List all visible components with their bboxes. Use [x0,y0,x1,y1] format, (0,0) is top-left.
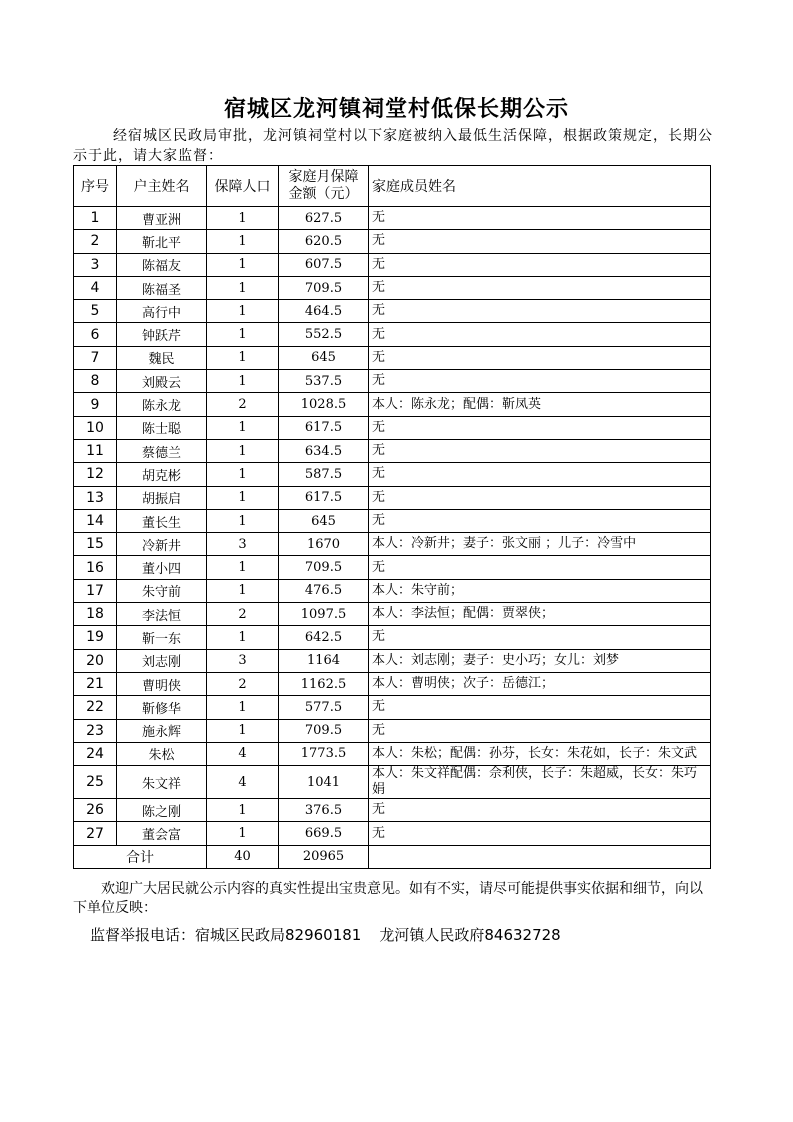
row-head-name: 陈福圣 [117,276,207,299]
table-row [74,207,711,230]
table-row [74,649,711,672]
row-seq: 24 [74,742,117,765]
row-seq: 14 [74,509,117,532]
row-members: 无 [369,822,711,845]
table-row [74,463,711,486]
row-amount: 552.5 [279,323,369,346]
row-people: 1 [207,822,279,845]
row-members: 本人：曹明侠；次子：岳德江； [369,672,711,695]
row-head-name: 陈之刚 [117,799,207,822]
row-people: 1 [207,346,279,369]
row-amount: 645 [279,346,369,369]
row-members: 无 [369,509,711,532]
row-amount: 1670 [279,533,369,556]
document-title: 宿城区龙河镇祠堂村低保长期公示 [223,96,569,122]
header-members: 家庭成员姓名 [369,166,711,207]
row-people: 3 [207,649,279,672]
contact-phone-1: 监督举报电话：宿城区民政局82960181 [90,926,362,944]
row-members: 无 [369,556,711,579]
table-row [74,276,711,299]
row-amount: 1164 [279,649,369,672]
table-row [74,579,711,602]
row-head-name: 陈士聪 [117,416,207,439]
intro-text: 经宿城区民政局审批，龙河镇祠堂村以下家庭被纳入最低生活保障，根据政策规定，长期公示于此，请大家监督： [73,128,713,164]
row-seq: 26 [74,799,117,822]
row-seq: 18 [74,603,117,626]
row-amount: 1097.5 [279,603,369,626]
table-row [74,556,711,579]
row-members: 无 [369,230,711,253]
table-row [74,533,711,556]
header-amount-text: 家庭月保障金额（元） [288,169,359,202]
row-head-name: 董小四 [117,556,207,579]
header-seq: 序号 [74,166,117,207]
row-head-name: 胡振启 [117,486,207,509]
row-members: 无 [369,276,711,299]
total-row [74,845,711,868]
row-amount: 1028.5 [279,393,369,416]
row-people: 1 [207,276,279,299]
row-seq: 21 [74,672,117,695]
row-people: 1 [207,696,279,719]
row-amount: 617.5 [279,486,369,509]
row-members: 无 [369,207,711,230]
assistance-table [73,165,711,869]
row-people: 1 [207,416,279,439]
row-amount: 709.5 [279,276,369,299]
table-row [74,509,711,532]
row-people: 1 [207,370,279,393]
intro-paragraph [73,126,713,166]
row-people: 2 [207,603,279,626]
footer-text: 欢迎广大居民就公示内容的真实性提出宝贵意见。如有不实，请尽可能提供事实依据和细节，向以下单位反映： [73,881,703,916]
row-seq: 22 [74,696,117,719]
row-seq: 16 [74,556,117,579]
row-members: 无 [369,626,711,649]
table-row [74,370,711,393]
row-people: 1 [207,253,279,276]
row-amount: 642.5 [279,626,369,649]
row-head-name: 钟跃芹 [117,323,207,346]
row-seq: 11 [74,439,117,462]
row-amount: 645 [279,509,369,532]
row-seq: 1 [74,207,117,230]
row-seq: 10 [74,416,117,439]
row-head-name: 曹亚洲 [117,207,207,230]
footer-paragraph [73,880,713,918]
row-seq: 17 [74,579,117,602]
row-head-name: 刘殿云 [117,370,207,393]
row-head-name: 刘志刚 [117,649,207,672]
row-head-name: 曹明侠 [117,672,207,695]
table-row [74,416,711,439]
table-header-row [74,166,711,207]
row-seq: 15 [74,533,117,556]
row-people: 1 [207,719,279,742]
row-people: 1 [207,626,279,649]
total-label: 合计 [74,845,207,868]
row-people: 1 [207,509,279,532]
row-head-name: 靳修华 [117,696,207,719]
header-head-name: 户主姓名 [117,166,207,207]
table-row [74,323,711,346]
row-members: 无 [369,346,711,369]
row-amount: 634.5 [279,439,369,462]
row-members: 无 [369,323,711,346]
row-amount: 376.5 [279,799,369,822]
row-people: 4 [207,742,279,765]
table-row [74,696,711,719]
row-people: 1 [207,207,279,230]
row-people: 1 [207,556,279,579]
row-members: 无 [369,696,711,719]
row-amount: 620.5 [279,230,369,253]
row-seq: 4 [74,276,117,299]
row-amount: 709.5 [279,719,369,742]
row-seq: 8 [74,370,117,393]
table-row [74,719,711,742]
row-amount: 709.5 [279,556,369,579]
row-people: 2 [207,393,279,416]
row-amount: 1773.5 [279,742,369,765]
table-row [74,253,711,276]
table-row [74,766,711,799]
table-row [74,742,711,765]
total-members [369,845,711,868]
row-amount: 587.5 [279,463,369,486]
table-row [74,300,711,323]
row-amount: 476.5 [279,579,369,602]
row-amount: 1162.5 [279,672,369,695]
row-head-name: 靳北平 [117,230,207,253]
row-members: 无 [369,486,711,509]
row-seq: 19 [74,626,117,649]
row-people: 2 [207,672,279,695]
row-people: 1 [207,579,279,602]
row-members: 本人：陈永龙；配偶：靳凤英 [369,393,711,416]
row-head-name: 朱守前 [117,579,207,602]
row-members: 无 [369,300,711,323]
contact-phone-2: 龙河镇人民政府84632728 [379,926,561,944]
table-row [74,822,711,845]
row-members: 本人：朱文祥配偶：佘利侠，长子：朱超威，长女：朱巧娟 [369,766,711,799]
contact-line [90,924,561,945]
row-seq: 13 [74,486,117,509]
row-seq: 27 [74,822,117,845]
row-head-name: 董会富 [117,822,207,845]
row-members: 无 [369,463,711,486]
row-members: 本人：朱松；配偶：孙芬，长女：朱花如，长子：朱文武 [369,742,711,765]
row-seq: 3 [74,253,117,276]
row-head-name: 李法恒 [117,603,207,626]
row-members: 无 [369,799,711,822]
total-people: 40 [207,845,279,868]
header-people: 保障人口 [207,166,279,207]
row-people: 1 [207,486,279,509]
row-head-name: 蔡德兰 [117,439,207,462]
row-people: 1 [207,439,279,462]
row-members: 本人：李法恒；配偶：贾翠侠； [369,603,711,626]
row-head-name: 魏民 [117,346,207,369]
row-people: 3 [207,533,279,556]
row-seq: 5 [74,300,117,323]
table-row [74,799,711,822]
header-amount [279,166,369,207]
row-members: 无 [369,719,711,742]
row-members: 本人：朱守前； [369,579,711,602]
table-row [74,393,711,416]
row-members: 无 [369,370,711,393]
row-people: 4 [207,766,279,799]
row-seq: 25 [74,766,117,799]
table-row [74,230,711,253]
row-seq: 12 [74,463,117,486]
row-seq: 6 [74,323,117,346]
row-seq: 9 [74,393,117,416]
total-amount: 20965 [279,845,369,868]
row-amount: 607.5 [279,253,369,276]
row-head-name: 董长生 [117,509,207,532]
row-amount: 464.5 [279,300,369,323]
row-people: 1 [207,230,279,253]
row-people: 1 [207,323,279,346]
table-row [74,603,711,626]
row-seq: 7 [74,346,117,369]
row-seq: 23 [74,719,117,742]
row-head-name: 胡克彬 [117,463,207,486]
table-row [74,346,711,369]
table-row [74,672,711,695]
table-row [74,439,711,462]
row-members: 本人：冷新井；妻子：张文丽 ；儿子：冷雪中 [369,533,711,556]
row-head-name: 朱文祥 [117,766,207,799]
row-head-name: 冷新井 [117,533,207,556]
row-seq: 2 [74,230,117,253]
row-seq: 20 [74,649,117,672]
row-amount: 577.5 [279,696,369,719]
row-head-name: 陈永龙 [117,393,207,416]
row-members: 本人：刘志刚；妻子：史小巧；女儿：刘梦 [369,649,711,672]
row-amount: 669.5 [279,822,369,845]
row-members: 无 [369,253,711,276]
table-row [74,626,711,649]
table-row [74,486,711,509]
row-head-name: 靳一东 [117,626,207,649]
row-amount: 617.5 [279,416,369,439]
row-members: 无 [369,416,711,439]
table-body [74,207,711,846]
row-head-name: 陈福友 [117,253,207,276]
row-people: 1 [207,799,279,822]
row-amount: 1041 [279,766,369,799]
row-amount: 537.5 [279,370,369,393]
row-people: 1 [207,463,279,486]
row-head-name: 施永辉 [117,719,207,742]
row-people: 1 [207,300,279,323]
row-head-name: 高行中 [117,300,207,323]
row-members: 无 [369,439,711,462]
row-amount: 627.5 [279,207,369,230]
row-head-name: 朱松 [117,742,207,765]
